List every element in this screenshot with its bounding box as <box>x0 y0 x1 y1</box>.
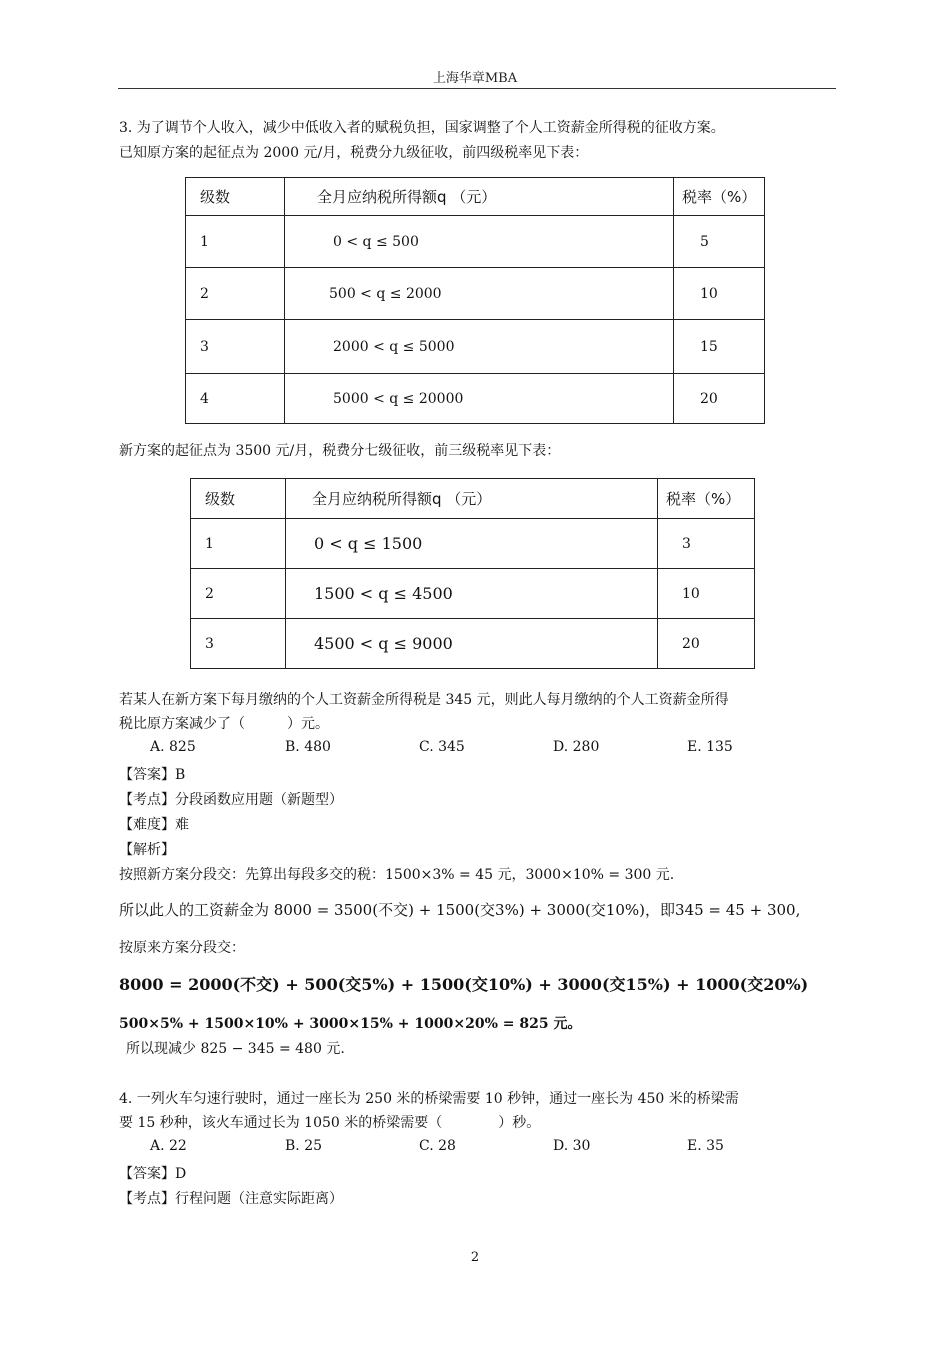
page-header: 上海华章MBA <box>432 71 518 86</box>
option-e: E. 135 <box>687 739 733 755</box>
option-a: A. 22 <box>150 1138 187 1154</box>
q3-answer: 【答案】B <box>119 767 186 783</box>
header-income: 全月应纳税所得额q （元） <box>286 479 658 519</box>
table-row <box>186 374 765 424</box>
q3-topic: 【考点】分段函数应用题（新题型） <box>119 792 343 808</box>
q3-analysis-line6: 所以现减少 825 − 345 = 480 元. <box>126 1041 345 1057</box>
q4-answer: 【答案】D <box>119 1166 187 1182</box>
income-range-cell: 0 < q ≤ 1500 <box>286 519 658 569</box>
q3-mid-text: 新方案的起征点为 3500 元/月，税费分七级征收，前三级税率见下表： <box>119 443 561 459</box>
income-range-cell: 4500 < q ≤ 9000 <box>286 619 658 669</box>
option-e: E. 35 <box>687 1138 724 1154</box>
option-a: A. 825 <box>150 739 196 755</box>
header-rule <box>118 88 836 89</box>
q3-analysis-line5: 500×5% + 1500×10% + 3000×15% + 1000×20% = 825 元。 <box>119 1016 582 1032</box>
table-header-row <box>191 479 755 519</box>
rate-cell: 20 <box>674 374 765 424</box>
grade-cell: 3 <box>186 320 285 374</box>
table-row <box>186 320 765 374</box>
grade-cell: 1 <box>186 216 285 268</box>
option-d: D. 280 <box>553 739 600 755</box>
table-row <box>191 519 755 569</box>
income-range-cell: 2000 < q ≤ 5000 <box>285 320 674 374</box>
header-income: 全月应纳税所得额q （元） <box>285 178 674 216</box>
new-tax-table <box>190 478 755 669</box>
page-number: 2 <box>470 1250 480 1265</box>
table-header-row <box>186 178 765 216</box>
q3-analysis-line2: 所以此人的工资薪金为 8000 = 3500(不交) + 1500(交3%) + 3000(交10%)，即345 = 45 + 300, <box>119 901 801 919</box>
grade-cell: 1 <box>191 519 286 569</box>
q3-intro-line1: 3. 为了调节个人收入，减少中低收入者的赋税负担，国家调整了个人工资薪金所得税的征收方案。 <box>119 120 725 136</box>
q3-intro-line2: 已知原方案的起征点为 2000 元/月，税费分九级征收，前四级税率见下表： <box>119 145 589 161</box>
q3-difficulty: 【难度】难 <box>119 817 189 833</box>
rate-cell: 5 <box>674 216 765 268</box>
grade-cell: 2 <box>191 569 286 619</box>
rate-cell: 20 <box>658 619 755 669</box>
income-range-cell: 0 < q ≤ 500 <box>285 216 674 268</box>
rate-cell: 10 <box>658 569 755 619</box>
income-range-cell: 500 < q ≤ 2000 <box>285 268 674 320</box>
grade-cell: 3 <box>191 619 286 669</box>
header-rate: 税率（%） <box>658 479 755 519</box>
header-rate: 税率（%） <box>674 178 765 216</box>
income-range-cell: 1500 < q ≤ 4500 <box>286 569 658 619</box>
table-row <box>191 569 755 619</box>
q3-question-line2: 税比原方案减少了（ ）元。 <box>119 716 329 732</box>
rate-cell: 15 <box>674 320 765 374</box>
header-grade: 级数 <box>186 178 285 216</box>
option-d: D. 30 <box>553 1138 591 1154</box>
table-row <box>191 619 755 669</box>
grade-cell: 2 <box>186 268 285 320</box>
option-c: C. 345 <box>419 739 465 755</box>
q3-analysis-line4: 8000 = 2000(不交) + 500(交5%) + 1500(交10%) + 3000(交15%) + 1000(交20%) <box>119 975 809 994</box>
table-row <box>186 268 765 320</box>
q4-line2: 要 15 秒种，该火车通过长为 1050 米的桥梁需要（ ）秒。 <box>119 1115 541 1131</box>
income-range-cell: 5000 < q ≤ 20000 <box>285 374 674 424</box>
grade-cell: 4 <box>186 374 285 424</box>
option-b: B. 25 <box>285 1138 323 1154</box>
q4-line1: 4. 一列火车匀速行驶时，通过一座长为 250 米的桥梁需要 10 秒钟，通过一座长为 450 米的桥梁需 <box>119 1091 739 1107</box>
option-c: C. 28 <box>419 1138 456 1154</box>
option-b: B. 480 <box>285 739 331 755</box>
q4-topic: 【考点】行程问题（注意实际距离） <box>119 1191 343 1207</box>
table-row <box>186 216 765 268</box>
q3-question-line1: 若某人在新方案下每月缴纳的个人工资薪金所得税是 345 元，则此人每月缴纳的个人工资薪金所得 <box>119 692 729 708</box>
rate-cell: 3 <box>658 519 755 569</box>
rate-cell: 10 <box>674 268 765 320</box>
q3-analysis-line1: 按照新方案分段交：先算出每段多交的税：1500×3% = 45 元，3000×10% = 300 元. <box>119 867 675 883</box>
old-tax-table <box>185 177 765 424</box>
q3-analysis-label: 【解析】 <box>119 842 175 858</box>
header-grade: 级数 <box>191 479 286 519</box>
q3-analysis-line3: 按原来方案分段交： <box>119 940 245 956</box>
